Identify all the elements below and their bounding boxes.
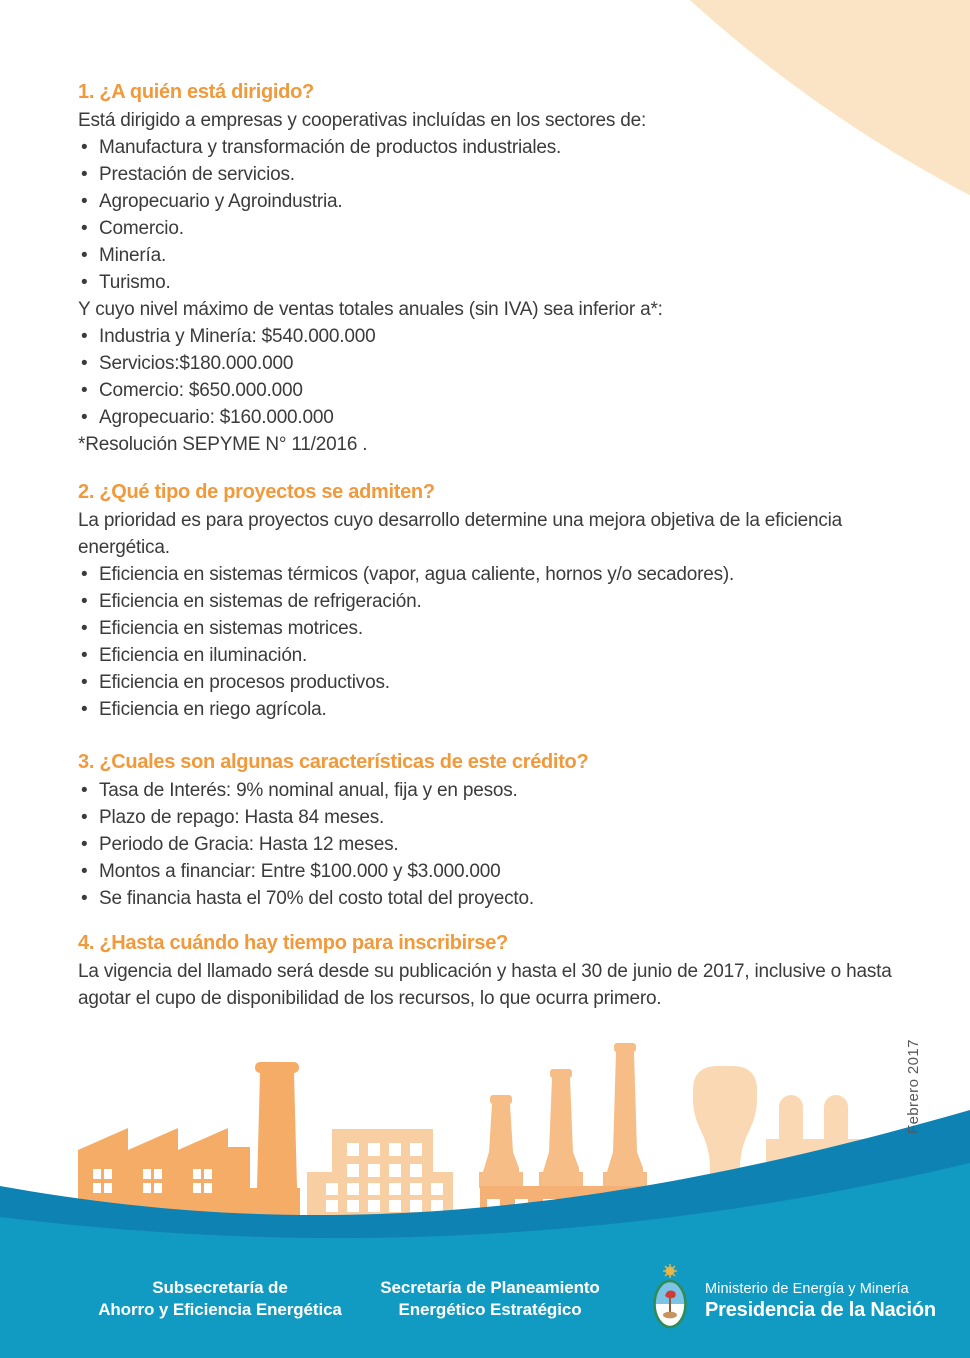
list-item: • Tasa de Interés: 9% nominal anual, fija y en pesos.: [78, 777, 893, 804]
section-1-heading: 1. ¿A quién está dirigido?: [78, 81, 314, 103]
smokestack-silhouettes: [479, 1043, 647, 1188]
list-item: • Eficiencia en procesos productivos.: [78, 669, 893, 696]
footer-subsecretaria: [75, 1277, 365, 1321]
section-2-heading: 2. ¿Qué tipo de proyectos se admiten?: [78, 481, 435, 503]
document-body: [78, 79, 893, 1012]
argentina-coat-of-arms-icon: [648, 1264, 692, 1337]
list-item: • Turismo.: [78, 269, 893, 296]
list-item: • Prestación de servicios.: [78, 161, 893, 188]
section-2-list: [78, 561, 893, 723]
list-item: • Comercio: $650.000.000: [78, 377, 893, 404]
list-item: • Se financia hasta el 70% del costo total del proyecto.: [78, 885, 893, 912]
list-item: • Servicios:$180.000.000: [78, 350, 893, 377]
footer-secretaria-line2: Energético Estratégico: [398, 1300, 582, 1319]
list-item: • Comercio.: [78, 215, 893, 242]
footer-subsecretaria-line1: Subsecretaría de: [152, 1278, 288, 1297]
list-item: • Eficiencia en sistemas motrices.: [78, 615, 893, 642]
footer-subsecretaria-line2: Ahorro y Eficiencia Energética: [98, 1300, 342, 1319]
section-1-intro: Está dirigido a empresas y cooperativas incluídas en los sectores de:: [78, 110, 647, 131]
footer-secretaria-line1: Secretaría de Planeamiento: [380, 1278, 600, 1297]
footer-secretaria: [350, 1277, 630, 1321]
list-item: • Manufactura y transformación de productos industriales.: [78, 134, 893, 161]
list-item: • Eficiencia en iluminación.: [78, 642, 893, 669]
footer-ministry-line1: Ministerio de Energía y Minería: [705, 1280, 909, 1297]
list-item: • Agropecuario y Agroindustria.: [78, 188, 893, 215]
edition-date-note: Febrero 2017: [905, 1039, 922, 1134]
list-item: • Eficiencia en sistemas de refrigeración.: [78, 588, 893, 615]
list-item: • Eficiencia en riego agrícola.: [78, 696, 893, 723]
section-1-list: [78, 134, 893, 296]
section-3-heading: 3. ¿Cuales son algunas características de este crédito?: [78, 751, 589, 773]
section-4-text: La vigencia del llamado será desde su publicación y hasta el 30 de junio de 2017, inclusive o hasta agotar el cupo de disponibilidad de los recursos, lo que ocurra primero.: [78, 961, 892, 1009]
sales-limit-list: [78, 323, 893, 431]
list-item: • Minería.: [78, 242, 893, 269]
footer-ministry-text: [705, 1280, 936, 1322]
footer-ministry-line2: Presidencia de la Nación: [705, 1298, 936, 1321]
footer-ministry: [648, 1264, 936, 1337]
list-item: • Agropecuario: $160.000.000: [78, 404, 893, 431]
list-item: • Industria y Minería: $540.000.000: [78, 323, 893, 350]
tall-chimney-silhouette: [255, 1062, 299, 1188]
section-2-intro: La prioridad es para proyectos cuyo desarrollo determine una mejora objetiva de la eficiencia energética.: [78, 510, 843, 558]
section-4-heading: 4. ¿Hasta cuándo hay tiempo para inscribirse?: [78, 932, 508, 954]
list-item: • Montos a financiar: Entre $100.000 y $3.000.000: [78, 858, 893, 885]
list-item: • Eficiencia en sistemas térmicos (vapor, agua caliente, hornos y/o secadores).: [78, 561, 893, 588]
resolution-note: *Resolución SEPYME N° 11/2016 .: [78, 434, 368, 455]
list-item: • Plazo de repago: Hasta 84 meses.: [78, 804, 893, 831]
section-3-list: [78, 777, 893, 912]
list-item: • Periodo de Gracia: Hasta 12 meses.: [78, 831, 893, 858]
sales-limit-intro: Y cuyo nivel máximo de ventas totales anuales (sin IVA) sea inferior a*:: [78, 299, 663, 320]
